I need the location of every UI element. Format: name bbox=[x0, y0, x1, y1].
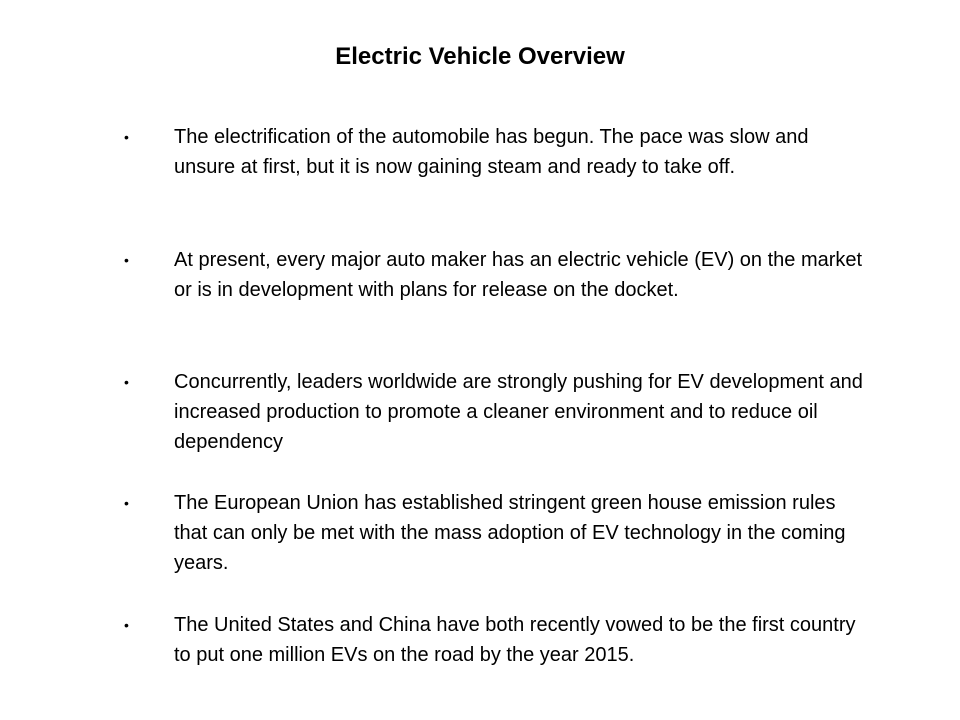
bullet-marker: • bbox=[124, 495, 129, 511]
bullet-marker: • bbox=[124, 617, 129, 633]
bullet-text: The United States and China have both recently vowed to be the first country to put one million EVs on the road by the year 2015. bbox=[174, 614, 856, 666]
bullet-marker: • bbox=[124, 129, 129, 145]
bullet-text: At present, every major auto maker has an electric vehicle (EV) on the market or is in development with plans for release on the docket. bbox=[174, 249, 863, 301]
bullet-text: Concurrently, leaders worldwide are strongly pushing for EV development and increased production to promote a cleaner environment and to reduce oil dependency bbox=[174, 371, 863, 453]
bullet-marker: • bbox=[124, 374, 129, 390]
bullet-text: The European Union has established stringent green house emission rules that can only be met with the mass adoption of EV technology in the coming years. bbox=[174, 492, 846, 574]
bullet-marker: • bbox=[124, 252, 129, 268]
slide-title: Electric Vehicle Overview bbox=[335, 43, 625, 70]
bullet-text: The electrification of the automobile has begun. The pace was slow and unsure at first, but it is now gaining steam and ready to take off. bbox=[174, 126, 809, 178]
